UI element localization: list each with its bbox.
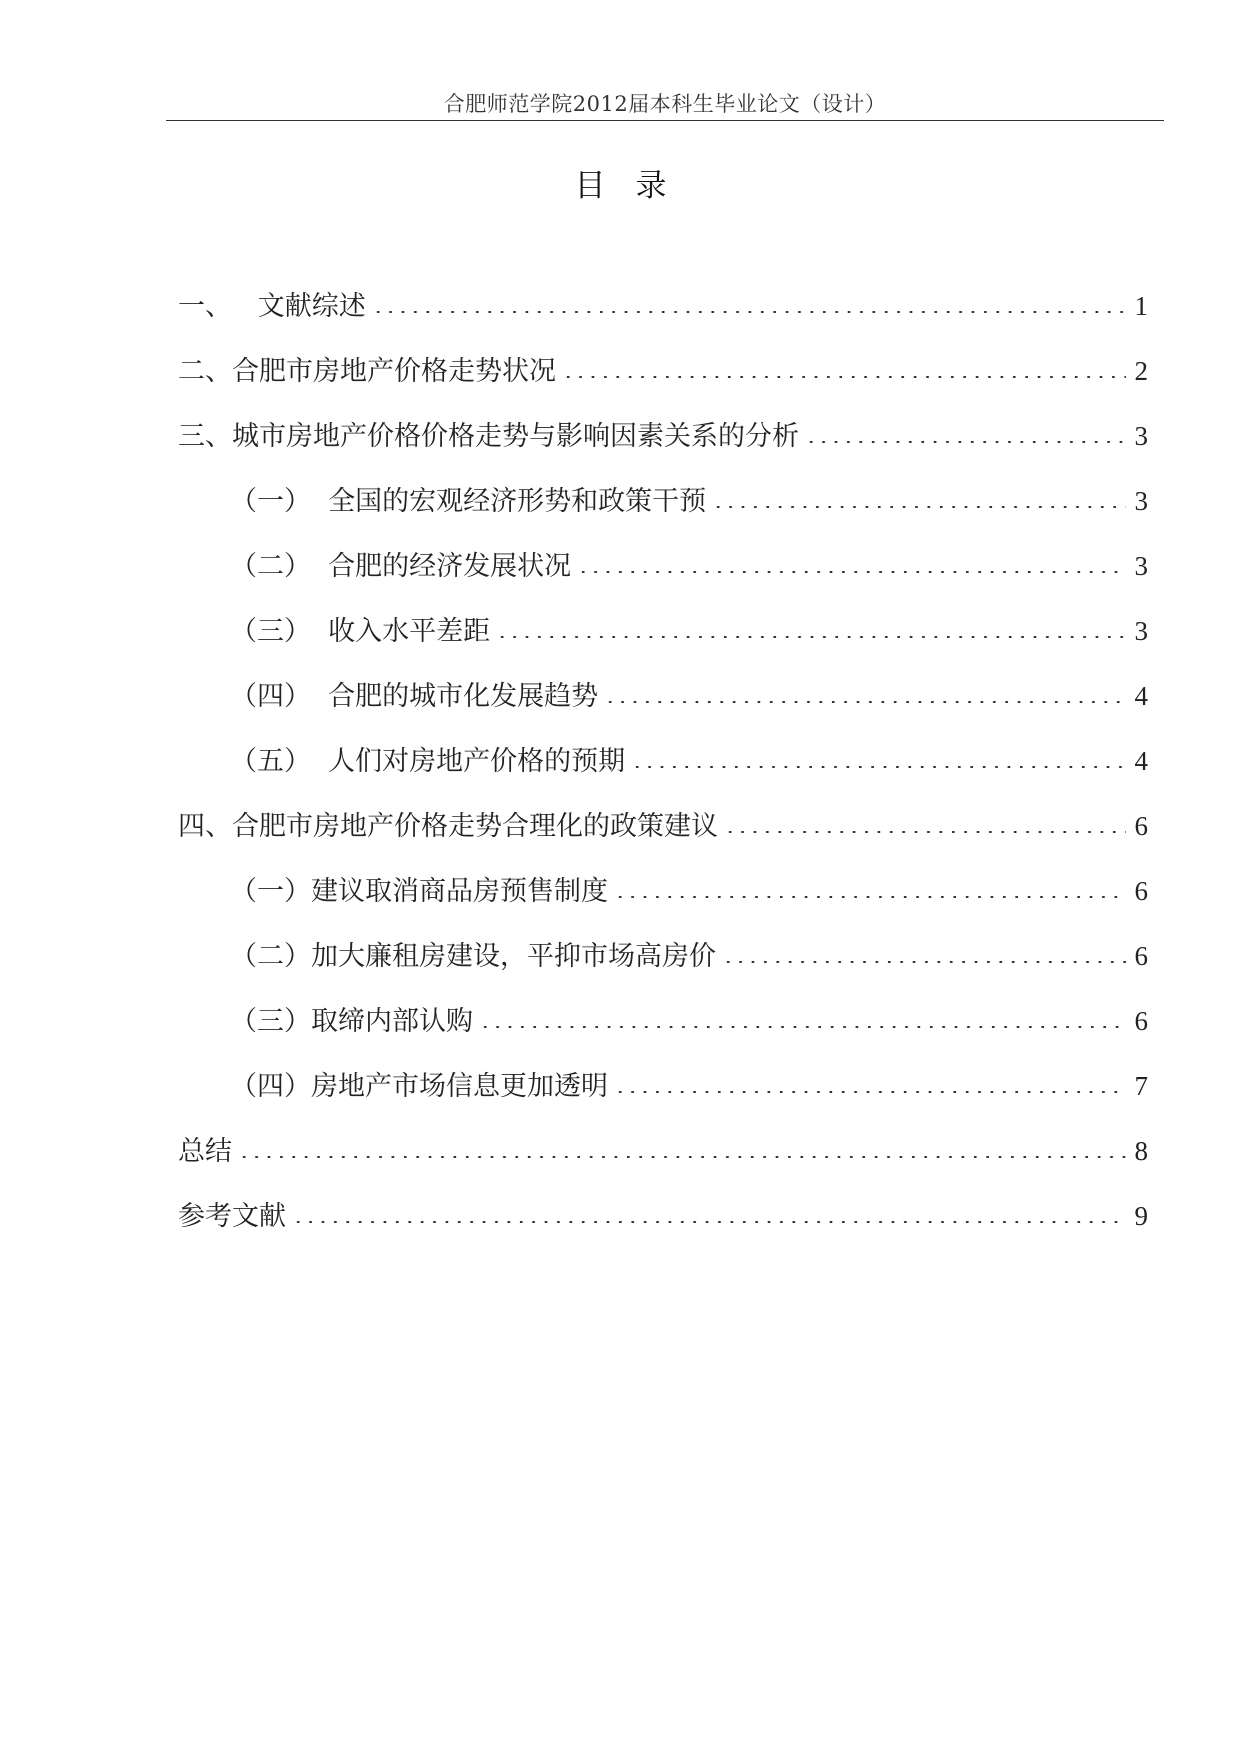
toc-list — [178, 286, 1148, 1261]
dot-leader — [724, 831, 1126, 833]
dot-leader — [722, 961, 1126, 963]
toc-entry-low-rent-housing[interactable] — [178, 936, 1148, 1001]
toc-entry-references[interactable] — [178, 1196, 1148, 1261]
dot-leader — [712, 506, 1126, 508]
dot-leader — [238, 1156, 1126, 1158]
toc-entry-label: 三、城市房地产价格价格走势与影响因素关系的分析 — [178, 421, 799, 452]
toc-page-number: 6 — [1134, 811, 1148, 841]
toc-page-number: 6 — [1134, 941, 1148, 971]
toc-entry-policy-suggestions[interactable] — [178, 806, 1148, 871]
toc-page-number: 6 — [1134, 1006, 1148, 1036]
toc-entry-label: （四）房地产市场信息更加透明 — [230, 1071, 608, 1102]
toc-entry-label: （三） 收入水平差距 — [230, 616, 491, 647]
toc-page-number: 1 — [1134, 291, 1148, 321]
dot-leader — [631, 766, 1126, 768]
toc-entry-price-trend[interactable] — [178, 351, 1148, 416]
toc-entry-factor-analysis[interactable] — [178, 416, 1148, 481]
toc-entry-label: 总结 — [178, 1136, 232, 1167]
toc-page-number: 4 — [1134, 746, 1148, 776]
toc-entry-label: 二、合肥市房地产价格走势状况 — [178, 356, 556, 387]
dot-leader — [562, 376, 1126, 378]
toc-entry-label: 一、 文献综述 — [178, 291, 366, 322]
toc-page-number: 3 — [1134, 551, 1148, 581]
toc-page-number: 2 — [1134, 356, 1148, 386]
toc-entry-label: （二）加大廉租房建设，平抑市场高房价 — [230, 941, 716, 972]
toc-entry-ban-internal-purchase[interactable] — [178, 1001, 1148, 1066]
toc-page-number: 6 — [1134, 876, 1148, 906]
toc-entry-label: （五） 人们对房地产价格的预期 — [230, 746, 626, 777]
dot-leader — [805, 441, 1126, 443]
toc-entry-urbanization[interactable] — [178, 676, 1148, 741]
dot-leader — [292, 1221, 1126, 1223]
toc-entry-label: （一） 全国的宏观经济形势和政策干预 — [230, 486, 707, 517]
dot-leader — [479, 1026, 1126, 1028]
toc-entry-hefei-economy[interactable] — [178, 546, 1148, 611]
dot-leader — [614, 1091, 1126, 1093]
toc-page-number: 9 — [1134, 1201, 1148, 1231]
toc-page-number: 3 — [1134, 486, 1148, 516]
toc-entry-conclusion[interactable] — [178, 1131, 1148, 1196]
header-rule — [166, 120, 1164, 121]
toc-entry-cancel-presale[interactable] — [178, 871, 1148, 936]
dot-leader — [604, 701, 1126, 703]
toc-entry-label: 参考文献 — [178, 1201, 286, 1232]
dot-leader — [496, 636, 1126, 638]
toc-entry-label: （四） 合肥的城市化发展趋势 — [230, 681, 599, 712]
toc-page-number: 7 — [1134, 1071, 1148, 1101]
toc-page-number: 3 — [1134, 421, 1148, 451]
toc-entry-label: 四、合肥市房地产价格走势合理化的政策建议 — [178, 811, 718, 842]
toc-entry-price-expectation[interactable] — [178, 741, 1148, 806]
toc-entry-income-gap[interactable] — [178, 611, 1148, 676]
toc-entry-literature-review[interactable] — [178, 286, 1148, 351]
dot-leader — [577, 571, 1126, 573]
toc-page-number: 4 — [1134, 681, 1148, 711]
dot-leader — [372, 311, 1126, 313]
toc-entry-market-transparency[interactable] — [178, 1066, 1148, 1131]
dot-leader — [614, 896, 1126, 898]
toc-title: 目录 — [574, 168, 697, 204]
toc-entry-macro-economy[interactable] — [178, 481, 1148, 546]
toc-page-number: 8 — [1134, 1136, 1148, 1166]
toc-page-number: 3 — [1134, 616, 1148, 646]
toc-entry-label: （一）建议取消商品房预售制度 — [230, 876, 608, 907]
toc-entry-label: （二） 合肥的经济发展状况 — [230, 551, 572, 582]
running-header: 合肥师范学院2012届本科生毕业论文（设计） — [443, 92, 887, 116]
toc-entry-label: （三）取缔内部认购 — [230, 1006, 473, 1037]
